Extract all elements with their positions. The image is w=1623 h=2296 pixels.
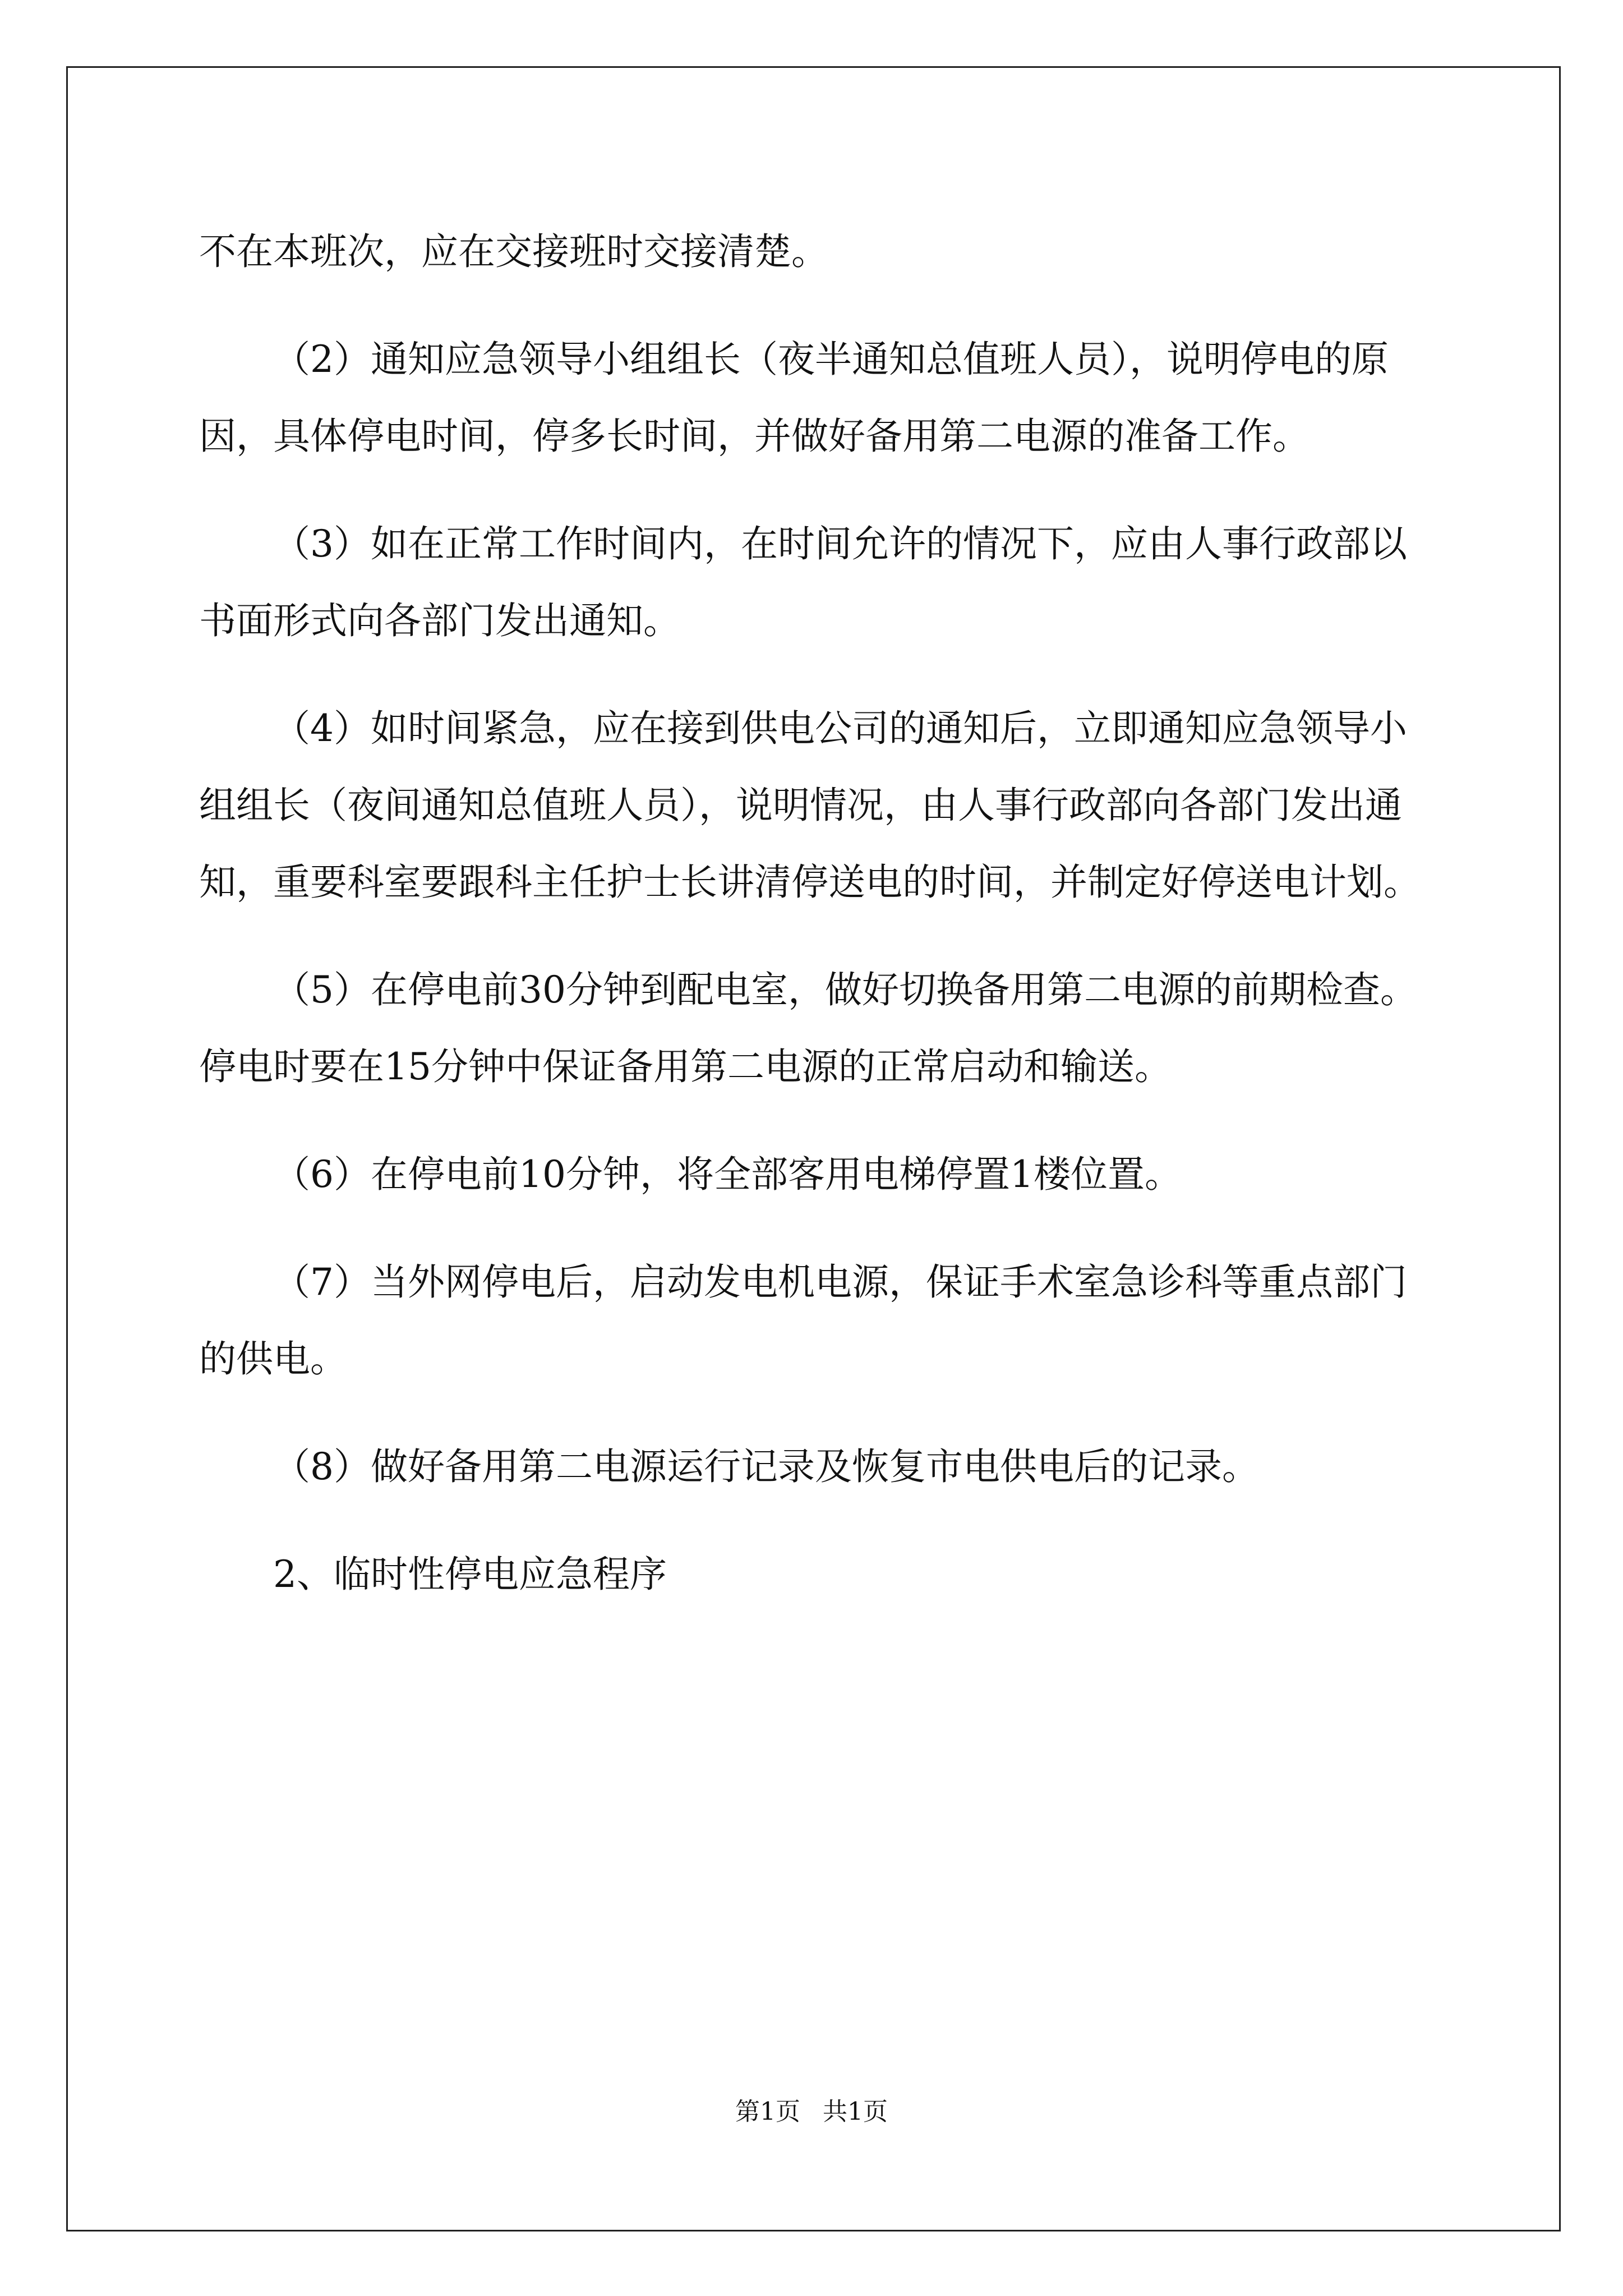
paragraph-item-4: （4）如时间紧急，应在接到供电公司的通知后，立即通知应急领导小组组长（夜间通知总值班人员），说明情况，由人事行政部向各部门发出通知，重要科室要跟科主任护士长讲清停送电的时间，并制定好停送电计划。 — [199, 707, 1421, 904]
paragraph-item-5: （5）在停电前30分钟到配电室，做好切换备用第二电源的前期检查。停电时要在15分钟中保证备用第二电源的正常启动和输送。 — [199, 968, 1417, 1088]
page-number: 第1页 — [735, 2097, 800, 2126]
paragraph-item-7: （7）当外网停电后，启动发电机电源，保证手术室急诊科等重点部门的供电。 — [199, 1260, 1407, 1381]
paragraph-item-3: （3）如在正常工作时间内，在时间允许的情况下，应由人事行政部以书面形式向各部门发出通知。 — [199, 522, 1407, 642]
paragraph-item-8: （8）做好备用第二电源运行记录及恢复市电供电后的记录。 — [273, 1445, 1259, 1488]
page-footer — [0, 2095, 1623, 2129]
paragraph-item-6: （6）在停电前10分钟，将全部客用电梯停置1楼位置。 — [273, 1153, 1182, 1196]
paragraph-item-2: （2）通知应急领导小组组长（夜半通知总值班人员），说明停电的原因，具体停电时间，停多长时间，并做好备用第二电源的准备工作。 — [199, 338, 1389, 458]
section-heading: 2、临时性停电应急程序 — [273, 1553, 667, 1596]
page-total: 共1页 — [823, 2097, 888, 2126]
paragraph-continuation: 不在本班次，应在交接班时交接清楚。 — [199, 230, 828, 273]
document-body — [199, 213, 1427, 1613]
